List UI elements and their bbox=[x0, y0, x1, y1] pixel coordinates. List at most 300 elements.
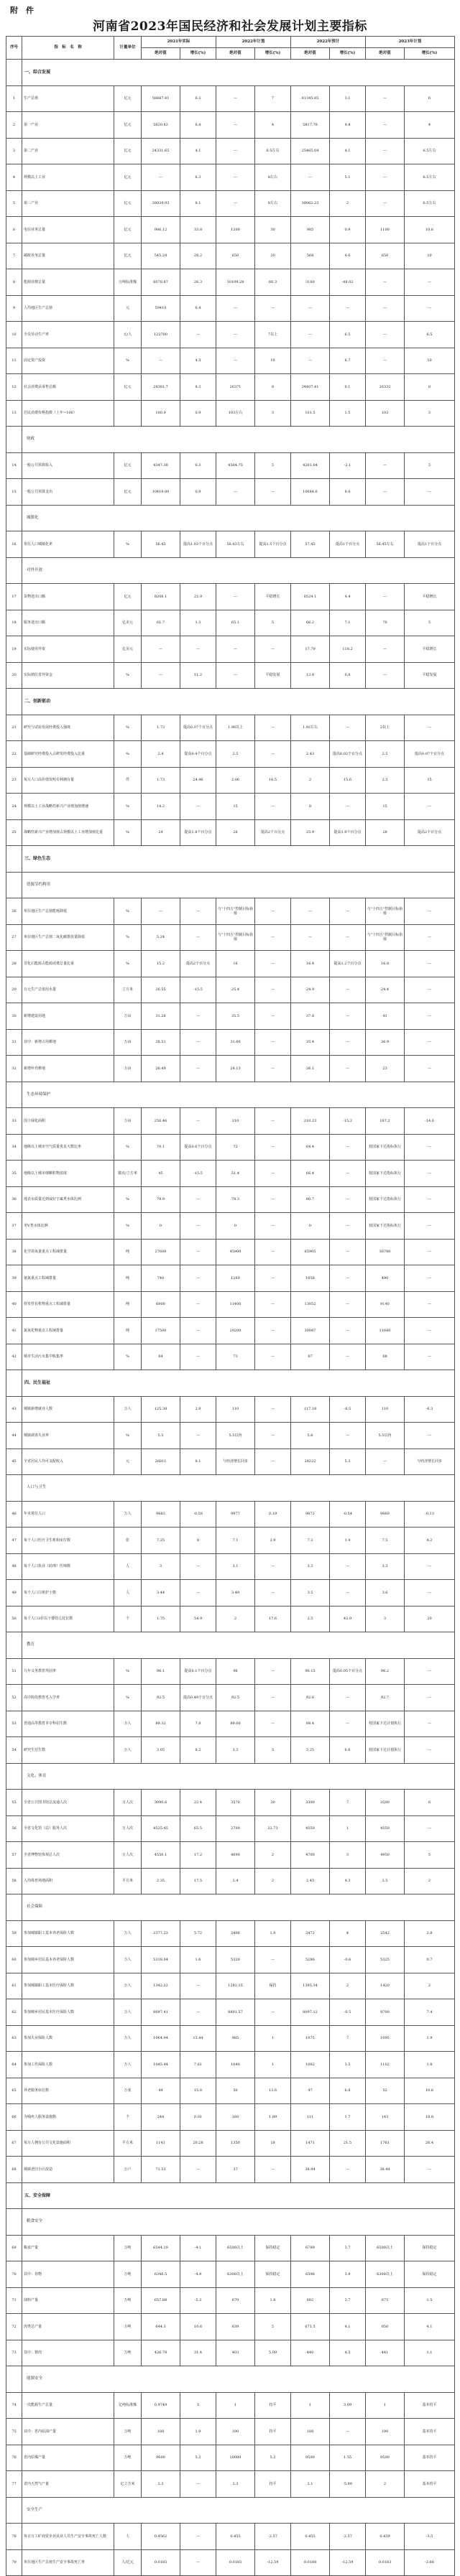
header-growth: 增长(%) bbox=[330, 48, 366, 60]
value-2023p-growth: — bbox=[405, 1685, 455, 1711]
value-2022e-abs: 2 bbox=[291, 767, 330, 794]
value-2021-abs: 4550.1 bbox=[142, 1842, 180, 1869]
value-2022p-abs: 1 bbox=[216, 2392, 255, 2419]
value-2021-growth: 10.6 bbox=[180, 2314, 216, 2340]
value-2022e-abs: 26.1 bbox=[291, 1056, 330, 1082]
value-2022e-growth: — bbox=[330, 295, 366, 322]
value-2023p-abs: 15 bbox=[366, 794, 405, 820]
value-2022e-growth: 4.8 bbox=[330, 112, 366, 139]
unit-cell: 平方米 bbox=[114, 2130, 142, 2157]
value-2023p-abs: 490 bbox=[366, 1265, 405, 1292]
value-2022p-growth: 平稳增长 bbox=[255, 584, 291, 610]
blank-cell bbox=[6, 1632, 22, 1659]
table-row bbox=[6, 348, 455, 374]
value-2022p-growth: 保持稳定 bbox=[255, 2261, 291, 2288]
value-2021-abs: 89.32 bbox=[142, 1711, 180, 1737]
value-2022e-growth: 5.3 bbox=[330, 1449, 366, 1475]
value-2021-growth: — bbox=[180, 1553, 216, 1580]
value-2021-abs: 24 bbox=[142, 819, 180, 846]
indicator-name: 研究生招生数 bbox=[22, 1737, 114, 1764]
row-number: 20 bbox=[6, 662, 22, 689]
value-2022e-abs: 2.1 bbox=[291, 2471, 330, 2498]
value-2022e-abs: 16.4 bbox=[291, 951, 330, 977]
unit-cell: 亿元 bbox=[114, 112, 142, 139]
value-2022p-growth: — bbox=[255, 1344, 291, 1370]
value-2022e-growth: 15.6 bbox=[330, 767, 366, 794]
value-2021-growth: — bbox=[180, 1973, 216, 1999]
value-2022p-abs: 2406 bbox=[216, 1920, 255, 1947]
indicator-name: 每万人口高价值发明专利拥有量 bbox=[22, 767, 114, 794]
value-2022p-abs: — bbox=[216, 164, 255, 191]
value-2022e-growth: 0.8 bbox=[330, 662, 366, 689]
value-2021-growth: 提高0.4个百分点 bbox=[180, 741, 216, 768]
unit-cell: 亿美元 bbox=[114, 610, 142, 636]
value-2021-growth: 提高1.8个百分点 bbox=[180, 819, 216, 846]
value-2022e-abs: 4550 bbox=[291, 1815, 330, 1842]
value-2021-growth: 5.72 bbox=[180, 1920, 216, 1947]
unit-cell: 万吨 bbox=[114, 2445, 142, 2471]
header-unit: 计量单位 bbox=[114, 37, 142, 60]
value-2022e-growth: — bbox=[330, 2419, 366, 2445]
value-2021-abs: 0 bbox=[142, 1213, 180, 1240]
value-2022e-abs: 1395.34 bbox=[291, 1973, 330, 1999]
indicator-name: 省内天然气产量 bbox=[22, 2471, 114, 2498]
value-2021-abs: 7.25 bbox=[142, 1528, 180, 1554]
value-2021-abs: 2.3 bbox=[142, 2471, 180, 2498]
value-2021-growth: — bbox=[180, 1239, 216, 1265]
value-2021-abs: — bbox=[142, 662, 180, 689]
row-number: 19 bbox=[6, 636, 22, 663]
row-number: 65 bbox=[6, 2078, 22, 2104]
row-number: 23 bbox=[6, 767, 22, 794]
value-2021-growth: 6.4 bbox=[180, 295, 216, 322]
subsection-row bbox=[6, 2209, 455, 2236]
unit-cell: 万人次 bbox=[114, 1842, 142, 1869]
value-2022p-growth: 7以上 bbox=[255, 322, 291, 348]
value-2021-growth: -4.1 bbox=[180, 2235, 216, 2261]
indicator-name: 为残疾人服务设施数 bbox=[22, 2104, 114, 2131]
value-2021-abs: 2377.23 bbox=[142, 1920, 180, 1947]
value-2023p-growth: 18.8 bbox=[405, 2104, 455, 2131]
value-2021-growth: 提高0.1个百分点 bbox=[180, 1658, 216, 1685]
value-2022e-abs: 1.92左右 bbox=[291, 715, 330, 741]
value-2021-growth: 5.3 bbox=[180, 2445, 216, 2471]
value-2022p-growth: — bbox=[255, 1291, 291, 1318]
indicator-name: 规模以上工业 bbox=[22, 164, 114, 191]
value-2023p-growth: 1.1 bbox=[405, 2340, 455, 2366]
value-2021-abs: 96.1 bbox=[142, 1658, 180, 1685]
table-row bbox=[6, 1239, 455, 1265]
table-row bbox=[6, 1685, 455, 1711]
value-2021-growth: — bbox=[180, 1029, 216, 1056]
value-2021-growth: — bbox=[180, 1186, 216, 1213]
value-2021-growth: 0.9 bbox=[180, 479, 216, 506]
value-2022e-abs: 24407.41 bbox=[291, 374, 330, 401]
value-2023p-growth: — bbox=[405, 951, 455, 977]
value-2022p-abs: — bbox=[216, 85, 255, 112]
value-2023p-growth: -14.6 bbox=[405, 1108, 455, 1135]
table-row bbox=[6, 400, 455, 427]
table-row bbox=[6, 2392, 455, 2419]
unit-cell: 元 bbox=[114, 1449, 142, 1475]
indicator-name: 省内原煤产量 bbox=[22, 2445, 114, 2471]
value-2021-growth: 20.28 bbox=[180, 2130, 216, 2157]
value-2023p-abs: 与"十四五"控制目标衔接 bbox=[366, 924, 405, 951]
value-2022p-growth: — bbox=[255, 951, 291, 977]
value-2023p-abs: — bbox=[366, 138, 405, 164]
value-2021-growth: 15.8 bbox=[180, 2078, 216, 2104]
value-2022e-growth: 3.7 bbox=[330, 2235, 366, 2261]
value-2022e-abs: 30087 bbox=[291, 1318, 330, 1344]
value-2022e-growth: — bbox=[330, 1134, 366, 1161]
value-2022e-abs: 24.9 bbox=[291, 977, 330, 1003]
subsection-row bbox=[6, 1763, 455, 1790]
value-2022e-growth: — bbox=[330, 1003, 366, 1030]
value-2021-abs: 2.35 bbox=[142, 1868, 180, 1894]
value-2023p-abs: 9860 bbox=[366, 1501, 405, 1528]
value-2023p-abs: — bbox=[366, 452, 405, 479]
value-2023p-growth: 基本持平 bbox=[405, 2445, 455, 2471]
indicator-name: 电信业务总量 bbox=[22, 217, 114, 243]
table-row bbox=[6, 584, 455, 610]
value-2022p-growth: 5.09 bbox=[255, 2340, 291, 2366]
value-2023p-growth: — bbox=[405, 898, 455, 925]
value-2022e-growth: — bbox=[330, 1056, 366, 1082]
section-row bbox=[6, 846, 455, 873]
value-2022p-abs: 29200 bbox=[216, 1318, 255, 1344]
value-2022e-abs: 3.5 bbox=[291, 1580, 330, 1606]
value-2022p-abs: 670 bbox=[216, 2287, 255, 2314]
value-2022e-abs: 5.6 bbox=[291, 1423, 330, 1449]
value-2022p-growth: 20 bbox=[255, 243, 291, 269]
indicator-name: 每千人口注册护士数 bbox=[22, 1580, 114, 1606]
value-2023p-growth: 5 bbox=[405, 452, 455, 479]
row-number: 10 bbox=[6, 322, 22, 348]
table-row bbox=[6, 531, 455, 558]
indicator-name: 每千人口执业（助理）医师数 bbox=[22, 1553, 114, 1580]
value-2022p-growth: 2.9 bbox=[255, 1528, 291, 1554]
value-2022e-growth: — bbox=[330, 2157, 366, 2183]
value-2022p-growth: — bbox=[255, 1029, 291, 1056]
value-2021-abs: 8697.41 bbox=[142, 1999, 180, 2026]
value-2022e-abs: 985 bbox=[291, 217, 330, 243]
subsection-heading: 能源安全 bbox=[22, 2366, 455, 2393]
value-2023p-growth: — bbox=[405, 269, 455, 296]
value-2022e-growth: 6.5 bbox=[330, 322, 366, 348]
value-2022p-growth: — bbox=[255, 1685, 291, 1711]
row-number: 58 bbox=[6, 1868, 22, 1894]
indicator-name: 实际使用外资 bbox=[22, 636, 114, 663]
value-2022e-growth: -12.59 bbox=[330, 2549, 366, 2576]
value-2021-growth: 17.5 bbox=[180, 1868, 216, 1894]
row-number: 60 bbox=[6, 1947, 22, 1973]
value-2021-growth: 提高2个百分点 bbox=[180, 951, 216, 977]
indicator-name: 居民消费价格指数（上年=100） bbox=[22, 400, 114, 427]
value-2022p-growth: — bbox=[255, 1265, 291, 1292]
section-row bbox=[6, 60, 455, 86]
value-2022e-growth: 7.1 bbox=[330, 610, 366, 636]
value-2022e-abs: 5286 bbox=[291, 1947, 330, 1973]
value-2022e-abs: 2.45 bbox=[291, 1868, 330, 1894]
subsection-heading: 粮食安全 bbox=[22, 2209, 455, 2236]
value-2023p-growth: — bbox=[405, 1344, 455, 1370]
value-2023p-growth: 平稳增长 bbox=[405, 636, 455, 663]
table-row bbox=[6, 1920, 455, 1947]
value-2021-growth: 7.61 bbox=[180, 2052, 216, 2078]
row-number: 42 bbox=[6, 1344, 22, 1370]
table-row bbox=[6, 1790, 455, 1816]
value-2023p-abs: 0.439 bbox=[366, 2524, 405, 2550]
indicator-name: 油料产量 bbox=[22, 2287, 114, 2314]
value-2022e-growth: -6.5 bbox=[330, 1396, 366, 1423]
unit-cell: 亿元 bbox=[114, 138, 142, 164]
unit-cell: 个 bbox=[114, 2104, 142, 2131]
value-2023p-abs: 1420 bbox=[366, 1973, 405, 1999]
row-number: 31 bbox=[6, 1029, 22, 1056]
value-2021-growth: 提高0.49个百分点 bbox=[180, 1685, 216, 1711]
indicator-name: 新增补充耕地 bbox=[22, 1056, 114, 1082]
value-2023p-growth: — bbox=[405, 1423, 455, 1449]
unit-cell: 亿元 bbox=[114, 190, 142, 217]
indicator-name: 固定资产投资 bbox=[22, 348, 114, 374]
value-2022e-growth: 提高1个百分点 bbox=[330, 531, 366, 558]
value-2023p-growth: 1.8 bbox=[405, 2052, 455, 2078]
value-2021-growth: — bbox=[180, 1423, 216, 1449]
row-number: 44 bbox=[6, 1423, 22, 1449]
table-row bbox=[6, 1134, 455, 1161]
row-number: 64 bbox=[6, 2052, 22, 2078]
value-2023p-growth: 2.8 bbox=[405, 1920, 455, 1947]
value-2022p-abs: 985 bbox=[216, 2025, 255, 2052]
value-2023p-abs: 52 bbox=[366, 2078, 405, 2104]
row-number: 66 bbox=[6, 2104, 22, 2131]
value-2022e-growth: 7 bbox=[330, 2025, 366, 2052]
value-2023p-growth: — bbox=[405, 1213, 455, 1240]
value-2022p-growth: 5 bbox=[255, 452, 291, 479]
row-number: 72 bbox=[6, 2314, 22, 2340]
unit-cell: 万人 bbox=[114, 1711, 142, 1737]
unit-cell: 人 bbox=[114, 2524, 142, 2550]
value-2023p-growth: — bbox=[405, 1186, 455, 1213]
value-2023p-abs: 3.6 bbox=[366, 1580, 405, 1606]
table-row bbox=[6, 2340, 455, 2366]
value-2022e-abs: 66.2 bbox=[291, 610, 330, 636]
value-2021-abs: 248 bbox=[142, 2104, 180, 2131]
value-2023p-abs: 41 bbox=[366, 1003, 405, 1030]
value-2021-growth: — bbox=[180, 924, 216, 951]
value-2022e-abs: 37.8 bbox=[291, 1003, 330, 1030]
value-2022e-abs: 188 bbox=[291, 2419, 330, 2445]
value-2022e-growth: -15.2 bbox=[330, 1108, 366, 1135]
header-no: 序号 bbox=[6, 37, 22, 60]
value-2023p-abs: 675 bbox=[366, 2287, 405, 2314]
indicator-name: 年末常住人口 bbox=[22, 1501, 114, 1528]
value-2022p-abs: 403 bbox=[216, 2340, 255, 2366]
indicator-name: 人均体育场地面积 bbox=[22, 1868, 114, 1894]
value-2021-abs: 740 bbox=[142, 1265, 180, 1292]
value-2021-growth: — bbox=[180, 322, 216, 348]
table-row bbox=[6, 977, 455, 1003]
subsection-heading: 人口与卫生 bbox=[22, 1475, 455, 1502]
value-2023p-abs: — bbox=[366, 269, 405, 296]
indicator-name: 第一产业 bbox=[22, 112, 114, 139]
value-2022p-growth: — bbox=[255, 924, 291, 951]
value-2023p-growth: 26.4 bbox=[405, 2130, 455, 2157]
value-2022e-growth: 提高0.05个百分点 bbox=[330, 1658, 366, 1685]
indicator-name: 全省公共图书馆总流通人次 bbox=[22, 1790, 114, 1816]
value-2023p-growth: — bbox=[405, 715, 455, 741]
table-row bbox=[6, 1291, 455, 1318]
value-2022p-growth: 1 bbox=[255, 2025, 291, 2052]
value-2023p-abs: 按国家下达计划执行 bbox=[366, 1711, 405, 1737]
value-2022e-abs: — bbox=[291, 924, 330, 951]
value-2023p-growth: 1.5 bbox=[405, 2287, 455, 2314]
value-2022e-abs: 1 bbox=[291, 2392, 330, 2419]
value-2022p-growth: — bbox=[255, 1553, 291, 1580]
value-2023p-growth: 保持稳定 bbox=[405, 2261, 455, 2288]
value-2022p-growth: 0.19 bbox=[255, 1501, 291, 1528]
value-2021-abs: 31.26 bbox=[142, 1003, 180, 1030]
row-number: 32 bbox=[6, 1056, 22, 1082]
subsection-heading: 社会保障 bbox=[22, 1894, 455, 1921]
blank-cell bbox=[6, 1475, 22, 1502]
blank-cell bbox=[6, 846, 22, 873]
value-2023p-growth: 与经济增长同步 bbox=[405, 1449, 455, 1475]
subsection-row bbox=[6, 557, 455, 584]
value-2022e-abs: 1082 bbox=[291, 2052, 330, 2078]
value-2023p-abs: — bbox=[366, 584, 405, 610]
row-number: 70 bbox=[6, 2261, 22, 2288]
value-2021-abs: 4525.45 bbox=[142, 1815, 180, 1842]
value-2022p-growth: — bbox=[255, 1423, 291, 1449]
value-2022e-abs: 67 bbox=[291, 1344, 330, 1370]
row-number: 21 bbox=[6, 715, 22, 741]
value-2023p-abs: — bbox=[366, 190, 405, 217]
unit-cell: 万人 bbox=[114, 2025, 142, 2052]
blank-cell bbox=[6, 1082, 22, 1108]
unit-cell: % bbox=[114, 715, 142, 741]
blank-cell bbox=[6, 505, 22, 531]
value-2021-growth: 6.3 bbox=[180, 164, 216, 191]
value-2021-abs: 545.24 bbox=[142, 243, 180, 269]
row-number: 14 bbox=[6, 452, 22, 479]
row-number: 24 bbox=[6, 794, 22, 820]
blank-cell bbox=[6, 2497, 22, 2524]
value-2022e-growth: -48.02 bbox=[330, 269, 366, 296]
value-2022e-abs: 3.25 bbox=[291, 1737, 330, 1764]
value-2022e-abs: 1658 bbox=[291, 1265, 330, 1292]
unit-cell: 元 bbox=[114, 295, 142, 322]
value-2023p-abs: 24.4 bbox=[366, 977, 405, 1003]
value-2022p-growth: 提高1.5个百分点 bbox=[255, 531, 291, 558]
table-row bbox=[6, 1265, 455, 1292]
value-2021-abs: 24331.65 bbox=[142, 138, 180, 164]
unit-cell: 万人 bbox=[114, 1920, 142, 1947]
value-2022p-growth: — bbox=[255, 1108, 291, 1135]
table-row bbox=[6, 2078, 455, 2104]
indicator-name: 货物进出口额 bbox=[22, 584, 114, 610]
value-2021-growth: -15.5 bbox=[180, 1161, 216, 1187]
subsection-heading: 生态环境保护 bbox=[22, 1082, 455, 1108]
value-2022p-growth: — bbox=[255, 295, 291, 322]
value-2022e-abs: 1471 bbox=[291, 2130, 330, 2157]
value-2021-abs: 2.4 bbox=[142, 741, 180, 768]
indicator-name: 地级以上城市细颗粒物浓度 bbox=[22, 1161, 114, 1187]
row-number: 37 bbox=[6, 1213, 22, 1240]
value-2021-abs: 26.49 bbox=[142, 1056, 180, 1082]
value-2023p-growth: 6.5左右 bbox=[405, 138, 455, 164]
subsection-row bbox=[6, 427, 455, 453]
value-2021-growth: — bbox=[180, 1003, 216, 1030]
subsection-heading: 对外开放 bbox=[22, 557, 455, 584]
value-2023p-abs: 按国家下达指标执行 bbox=[366, 1161, 405, 1187]
value-2023p-growth: 4.2 bbox=[405, 1528, 455, 1554]
attachment-label: 附 件 bbox=[10, 6, 34, 15]
value-2022e-growth: — bbox=[330, 1239, 366, 1265]
value-2021-abs: 15.2 bbox=[142, 951, 180, 977]
value-2021-abs: 1064.94 bbox=[142, 2025, 180, 2052]
value-2021-growth: — bbox=[180, 794, 216, 820]
value-2021-growth: — bbox=[180, 2549, 216, 2576]
value-2022e-abs: 440 bbox=[291, 2340, 330, 2366]
table-row bbox=[6, 662, 455, 689]
value-2022p-abs: — bbox=[216, 138, 255, 164]
header-name: 指 标 名 称 bbox=[22, 37, 114, 60]
value-2023p-growth: — bbox=[405, 1580, 455, 1606]
table-row bbox=[6, 1318, 455, 1344]
value-2022e-growth: 提高1.9个百分点 bbox=[330, 819, 366, 846]
value-2021-abs: — bbox=[142, 898, 180, 925]
row-number: 7 bbox=[6, 243, 22, 269]
value-2021-growth: — bbox=[180, 2157, 216, 2183]
unit-cell: % bbox=[114, 1134, 142, 1161]
value-2023p-growth: — bbox=[405, 479, 455, 506]
unit-cell: 亿元 bbox=[114, 452, 142, 479]
value-2022p-abs: 3.1 bbox=[216, 1553, 255, 1580]
table-row bbox=[6, 1423, 455, 1449]
table-row bbox=[6, 2104, 455, 2131]
value-2021-abs: 5620.82 bbox=[142, 112, 180, 139]
table-row bbox=[6, 1449, 455, 1475]
value-2021-growth: — bbox=[180, 636, 216, 663]
value-2023p-abs: 103 bbox=[366, 400, 405, 427]
value-2022p-abs: 1200 bbox=[216, 217, 255, 243]
value-2022e-growth: 4.6 bbox=[330, 243, 366, 269]
value-2022e-abs: 30062.23 bbox=[291, 190, 330, 217]
value-2022e-abs: 8 bbox=[291, 794, 330, 820]
value-2022e-growth: -0.54 bbox=[330, 1501, 366, 1528]
unit-cell: 亿元 bbox=[114, 374, 142, 401]
table-row bbox=[6, 1606, 455, 1632]
value-2021-abs: 92.5 bbox=[142, 1685, 180, 1711]
value-2022e-growth: — bbox=[330, 1213, 366, 1240]
value-2023p-growth: — bbox=[405, 1134, 455, 1161]
value-2021-abs: 70.1 bbox=[142, 1134, 180, 1161]
value-2021-growth: 6.4 bbox=[180, 112, 216, 139]
table-row bbox=[6, 2314, 455, 2340]
row-number: 69 bbox=[6, 2235, 22, 2261]
row-number: 17 bbox=[6, 584, 22, 610]
row-number: 5 bbox=[6, 190, 22, 217]
subsection-row bbox=[6, 1894, 455, 1921]
indicator-name: 全省居民人均可支配收入 bbox=[22, 1449, 114, 1475]
unit-cell: % bbox=[114, 924, 142, 951]
row-number: 26 bbox=[6, 898, 22, 925]
unit-cell: 吨 bbox=[114, 1318, 142, 1344]
value-2022e-growth: 4.1 bbox=[330, 2314, 366, 2340]
unit-cell: 亿元 bbox=[114, 243, 142, 269]
row-number: 78 bbox=[6, 2524, 22, 2550]
